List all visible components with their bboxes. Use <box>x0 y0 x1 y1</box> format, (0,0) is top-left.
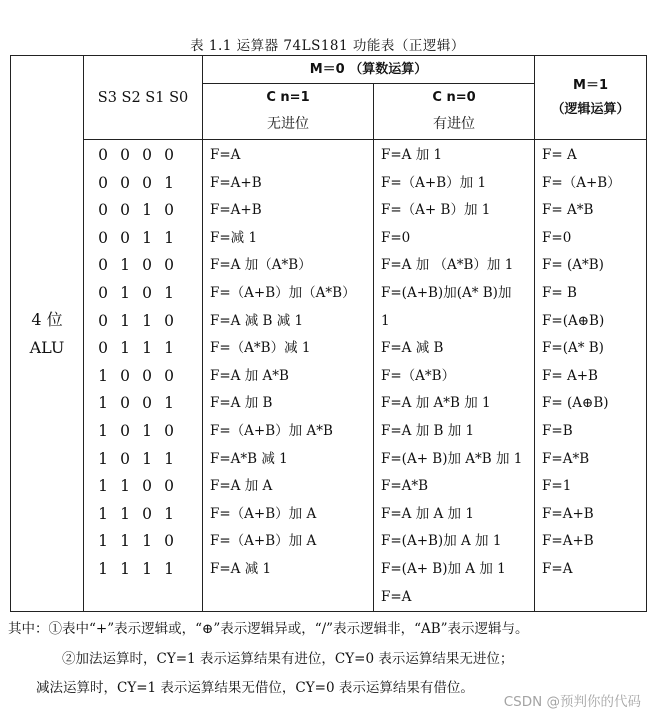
cn1-cell: F=减 1 <box>210 229 258 246</box>
cn0-cell: F=(A+B)加 A 加 1 <box>381 533 502 550</box>
alu-label-line1: 4 位 <box>31 309 63 329</box>
function-table <box>10 55 647 612</box>
select-bit: 0 <box>120 201 130 220</box>
select-bit: 0 <box>164 421 174 440</box>
select-bit: 1 <box>120 311 130 330</box>
select-bit: 1 <box>98 504 108 523</box>
select-bit: 1 <box>142 339 152 358</box>
select-bit: 1 <box>120 339 130 358</box>
select-bit: 0 <box>164 146 174 164</box>
m1-cell: F=（A+B） <box>542 174 621 191</box>
cn1-cell: F=A 减 1 <box>210 560 272 577</box>
select-bit: 1 <box>142 532 152 551</box>
select-bit: 0 <box>98 311 108 330</box>
cn0-values <box>374 142 534 611</box>
cn1-header <box>203 84 374 140</box>
select-bit: 1 <box>98 532 108 551</box>
select-row <box>92 584 202 612</box>
cn1-cell: F=A 加 A*B <box>210 367 289 384</box>
select-bit: 0 <box>142 394 152 413</box>
cn0-cell: F=(A+ B)加 A*B 加 1 <box>381 450 523 467</box>
cn0-cell: F=(A+B)加(A* B)加 <box>381 284 512 301</box>
select-bit: 1 <box>98 559 108 578</box>
select-bit: 1 <box>164 394 174 413</box>
select-row <box>92 473 202 501</box>
select-bit: 1 <box>98 366 108 385</box>
m1-cell <box>542 584 646 612</box>
select-bit: 0 <box>142 283 152 302</box>
m1-cell: F= A <box>542 147 577 163</box>
select-bit: 1 <box>142 228 152 247</box>
m1-cell: F= A+B <box>542 367 598 384</box>
note-line-3: 减法运算时，CY=1 表示运算结果无借位，CY=0 表示运算结果有借位。 <box>36 680 474 696</box>
select-bit: 0 <box>164 366 174 385</box>
cn0-cell: F=0 <box>381 229 411 246</box>
select-bit: 0 <box>142 477 152 496</box>
cn1-cell: F=A <box>210 147 241 163</box>
cn1-cell: F=A 减 B 减 1 <box>210 312 304 329</box>
m1-cell: F=A+B <box>542 505 594 522</box>
note-line-2: ②加法运算时，CY=1 表示运算结果有进位，CY=0 表示运算结果无进位； <box>62 650 514 667</box>
cn1-label: C n=1 <box>266 90 310 105</box>
m1-cell: F=A*B <box>542 450 590 467</box>
select-bit: 0 <box>120 173 130 192</box>
cn0-cell: F=(A+ B)加 A 加 1 <box>381 560 506 577</box>
cn0-cell: F=A 加 B 加 1 <box>381 422 475 439</box>
select-row <box>92 197 202 225</box>
cn1-sub: 无进位 <box>267 116 309 132</box>
m1-cell: F=B <box>542 422 573 439</box>
cn1-column <box>203 140 374 612</box>
cn0-label: C n=0 <box>432 90 476 105</box>
select-row <box>92 225 202 253</box>
select-bit: 0 <box>120 449 130 468</box>
select-bit: 0 <box>98 146 108 164</box>
select-row <box>92 170 202 198</box>
select-row <box>92 501 202 529</box>
select-bit: 1 <box>98 394 108 413</box>
cn0-cell: F=（A+B）加 1 <box>381 174 487 191</box>
m1-values <box>535 142 646 611</box>
cn1-cell: F=A 加（A*B） <box>210 257 312 274</box>
cn0-cell: F=A 加 （A*B）加 1 <box>381 257 514 274</box>
m1-column <box>535 140 647 612</box>
cn1-cell: F=（A+B）加（A*B） <box>210 284 356 301</box>
m1-header-line2: （逻辑运算） <box>551 101 630 117</box>
cn1-cell: F=A*B 减 1 <box>210 450 288 467</box>
select-bit: 0 <box>98 283 108 302</box>
watermark: CSDN @预判你的代码 <box>503 694 641 710</box>
m1-cell: F=(A⊕B) <box>542 312 605 329</box>
select-bit: 0 <box>98 256 108 275</box>
cn0-header <box>374 84 535 140</box>
cn1-cell: F=A 加 B <box>210 395 273 412</box>
select-row <box>92 363 202 391</box>
select-bit: 0 <box>164 256 174 275</box>
select-bit: 0 <box>98 201 108 220</box>
select-bit: 1 <box>164 228 174 247</box>
m1-cell: F=1 <box>542 478 572 495</box>
select-bit: 1 <box>120 504 130 523</box>
select-column <box>84 140 203 612</box>
select-bit: 0 <box>120 146 130 164</box>
select-bit: 0 <box>142 504 152 523</box>
select-bit: 1 <box>164 559 174 578</box>
select-bit: 1 <box>98 449 108 468</box>
cn0-cell: F=A 减 B <box>381 340 444 357</box>
select-bit: 1 <box>120 532 130 551</box>
alu-label-line2: ALU <box>29 337 65 357</box>
cn1-cell: F=（A+B）加 A*B <box>210 422 333 439</box>
select-bit: 1 <box>164 339 174 358</box>
select-bit: 0 <box>120 421 130 440</box>
select-bit: 1 <box>120 559 130 578</box>
cn1-cell: F=A+B <box>210 202 262 219</box>
select-bit: 1 <box>164 283 174 302</box>
cn0-cell: 1 <box>381 312 390 329</box>
cn0-cell: F=（A+ B）加 1 <box>381 202 491 219</box>
select-bit: 1 <box>142 559 152 578</box>
select-bit: 1 <box>98 421 108 440</box>
cn0-cell: F=A 加 A 加 1 <box>381 505 474 522</box>
cn0-cell: F=A*B <box>381 478 429 495</box>
select-bit: 1 <box>142 201 152 220</box>
select-bit: 0 <box>120 366 130 385</box>
cn1-cell: F=A 加 A <box>210 478 273 495</box>
m1-cell: F=A+B <box>542 533 594 550</box>
note-line-1: 其中：①表中“+”表示逻辑或，“⊕”表示逻辑异或，“/”表示逻辑非，“AB”表示逻辑与。 <box>8 621 529 637</box>
m1-cell: F= B <box>542 284 577 301</box>
select-row <box>92 446 202 474</box>
table-caption: 表 1.1 运算器 74LS181 功能表（正逻辑） <box>190 38 465 54</box>
cn0-cell: F=（A*B） <box>381 367 456 384</box>
m1-cell: F= (A*B) <box>542 257 604 274</box>
select-bit: 0 <box>142 146 152 164</box>
select-bit: 0 <box>164 201 174 220</box>
cn1-cell: F=A+B <box>210 174 262 191</box>
select-bit: 0 <box>164 311 174 330</box>
select-bit: 1 <box>142 421 152 440</box>
select-header: S3 S2 S1 S0 <box>84 56 203 140</box>
select-bit: 0 <box>164 532 174 551</box>
select-row <box>92 280 202 308</box>
m1-cell: F=A <box>542 560 573 577</box>
m1-cell: F=(A* B) <box>542 340 604 357</box>
cn1-cell: F=（A*B）减 1 <box>210 340 311 357</box>
select-row <box>92 556 202 584</box>
select-bit: 0 <box>98 339 108 358</box>
cn1-cell <box>210 584 373 612</box>
m0-header: M＝0 （算数运算） <box>203 56 535 84</box>
cn1-cell: F=（A+B）加 A <box>210 533 317 550</box>
cn0-sub: 有进位 <box>433 116 475 132</box>
select-bit: 1 <box>164 504 174 523</box>
select-bit: 1 <box>142 449 152 468</box>
select-bit: 1 <box>120 477 130 496</box>
m1-header-line1: M＝1 <box>573 77 608 93</box>
m1-header <box>535 56 647 140</box>
select-bit: 0 <box>164 477 174 496</box>
cn0-cell: F=A 加 1 <box>381 147 443 163</box>
select-bit: 0 <box>120 394 130 413</box>
select-bit: 0 <box>98 228 108 247</box>
select-row <box>92 418 202 446</box>
select-bit: 1 <box>120 283 130 302</box>
select-bit: 0 <box>142 366 152 385</box>
select-values <box>84 142 202 611</box>
cn0-cell: F=A 加 A*B 加 1 <box>381 395 491 412</box>
select-row <box>92 528 202 556</box>
select-bit: 1 <box>164 173 174 192</box>
alu-label-cell <box>11 56 84 612</box>
cn0-column <box>374 140 535 612</box>
select-row <box>92 335 202 363</box>
select-row <box>92 390 202 418</box>
select-bit: 1 <box>98 477 108 496</box>
select-bit: 1 <box>142 311 152 330</box>
cn0-cell: F=A <box>381 588 412 605</box>
select-bit: 0 <box>98 173 108 192</box>
select-row <box>92 142 202 170</box>
select-bit: 0 <box>142 256 152 275</box>
m1-cell: F= (A⊕B) <box>542 395 609 412</box>
cn1-cell: F=（A+B）加 A <box>210 505 317 522</box>
select-bit: 0 <box>120 228 130 247</box>
cn1-values <box>203 142 373 611</box>
m1-cell: F= A*B <box>542 202 594 219</box>
select-bit: 1 <box>164 449 174 468</box>
select-bit: 0 <box>142 173 152 192</box>
m1-cell: F=0 <box>542 229 572 246</box>
select-bit: 1 <box>120 256 130 275</box>
select-row <box>92 308 202 336</box>
select-row <box>92 252 202 280</box>
